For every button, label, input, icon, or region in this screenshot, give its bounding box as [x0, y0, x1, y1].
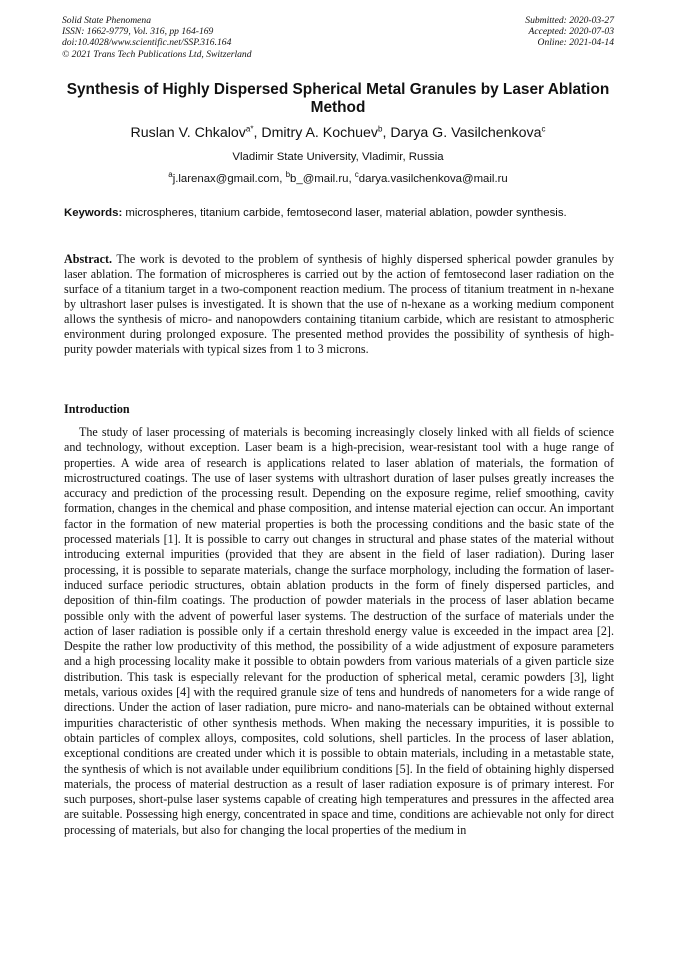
author-name: Ruslan V. Chkalov: [130, 125, 246, 141]
email-list: [62, 172, 614, 186]
author-name: Dmitry A. Kochuev: [261, 125, 379, 141]
journal-info: [62, 15, 252, 60]
email-mark: c: [354, 170, 359, 180]
section-heading-introduction: Introduction: [64, 402, 130, 416]
author-separator: ,: [253, 125, 262, 141]
author-mark: c: [541, 124, 546, 134]
paper-title: Synthesis of Highly Dispersed Spherical Metal Granules by Laser Ablation Method: [66, 81, 610, 116]
journal-copyright: © 2021 Trans Tech Publications Ltd, Switzerland: [62, 48, 252, 60]
keywords-text: microspheres, titanium carbide, femtosecond laser, material ablation, powder synthesis.: [125, 207, 567, 219]
submission-dates: [525, 15, 614, 49]
journal-name: Solid State Phenomena: [62, 15, 151, 26]
accepted-date: Accepted: 2020-07-03: [528, 26, 614, 38]
author-mark: b: [378, 124, 383, 134]
email-link[interactable]: darya.vasilchenkova@mail.ru: [358, 173, 508, 185]
online-date: Online: 2021-04-14: [537, 37, 614, 49]
keywords-label: Keywords:: [64, 207, 123, 219]
abstract-text: The work is devoted to the problem of synthesis of highly dispersed spherical powder granules by laser ablation. The formation of microspheres is carried out by the action of femtosecond laser radiation on the surface of a titanium target in a two-component reaction medium. The process of titanium treatment in n-hexane by ultrashort laser pulses is investigated. It is shown that the use of n-hexane as a working medium component allows the synthesis of micro- and nanopowders containing titanium carbide, which are resistant to atmospheric environment during prolonged exposure. The presented method provides the possibility of synthesis of high-purity powder materials with typical sizes from 1 to 3 microns.: [64, 252, 614, 356]
submitted-date: Submitted: 2020-03-27: [525, 15, 614, 26]
author-list: [62, 124, 614, 142]
abstract-block: [64, 252, 614, 357]
author-mark: a*: [245, 124, 254, 134]
author-separator: ,: [382, 125, 391, 141]
introduction-paragraph: The study of laser processing of materials is becoming increasingly closely linked with all fields of science and technology, without exception. Laser beam is a high-precision, wear-resistant tool with a huge range of properties. A wide area of research is applications related to laser ablation of materials, the formation of microstructured coatings. The use of laser systems with ultrashort duration of laser pulses greatly increases the accuracy and prediction of the processing result. Depending on the exposure regime, relief smoothing, cavity formation, changes in the chemical and phase composition, and intense material ejection can occur. An important factor in the formation of new material properties is both the processing conditions and the basic state of the processed materials [1]. It is possible to carry out changes in structural and phase states of the material without introducing external impurities (provided that they are absent in the field of laser radiation). During laser processing, it is possible to separate materials, change the surface morphology, including the formation of laser-induced surface periodic structures, obtain ablation products in the form of finely dispersed particles, and deposition of thin-film coatings. The production of powder materials in the process of laser ablation became possible only with the advent of powerful laser systems. The destruction of the surface of materials under the action of laser radiation is possible only if a certain threshold energy value is exceeded in the impact area [2]. Despite the rather low productivity of this method, the possibility of a wide adjustment of exposure parameters and a high processing locality make it possible to obtain powders from various materials of a given particle size distribution. This task is especially relevant for the production of spherical metal, ceramic powders [3], light metals, various oxides [4] with the required granule size of tens and hundreds of nanometers for a wide range of directions. Under the action of laser radiation, pure micro- and nano-materials can be obtained without external impurities characteristic of other synthesis methods. When making the necessary impurities, it is possible to obtain particles of complex alloys, composites, cold solutions, shell particles. In the process of laser ablation, exceptional conditions are created under which it is possible to obtain materials, including in a metastable state, the synthesis of which is not available under equilibrium conditions [5]. In the field of obtaining highly dispersed materials, the process of material destruction as a result of laser radiation exposure is of primary interest. For such purposes, short-pulse laser systems capable of creating high temperatures and pressures in the affected area are suitable. Possessing high energy, concentrated in space and time, conditions are achievable not only for direct processing of materials, but also for changing the local properties of the medium in: [64, 425, 614, 837]
email-mark: a: [168, 170, 173, 180]
keywords-block: [64, 206, 614, 221]
author-name: Darya G. Vasilchenkova: [390, 125, 542, 141]
email-mark: b: [285, 170, 291, 180]
email-link[interactable]: b_@mail.ru: [290, 173, 349, 185]
journal-issn: ISSN: 1662-9779, Vol. 316, pp 164-169: [62, 26, 214, 38]
abstract-label: Abstract.: [64, 252, 113, 266]
journal-doi[interactable]: doi:10.4028/www.scientific.net/SSP.316.164: [62, 37, 232, 49]
email-separator: ,: [348, 173, 355, 185]
email-separator: ,: [279, 173, 286, 185]
email-link[interactable]: j.larenax@gmail.com: [172, 173, 280, 185]
affiliation: Vladimir State University, Vladimir, Russia: [232, 151, 444, 163]
